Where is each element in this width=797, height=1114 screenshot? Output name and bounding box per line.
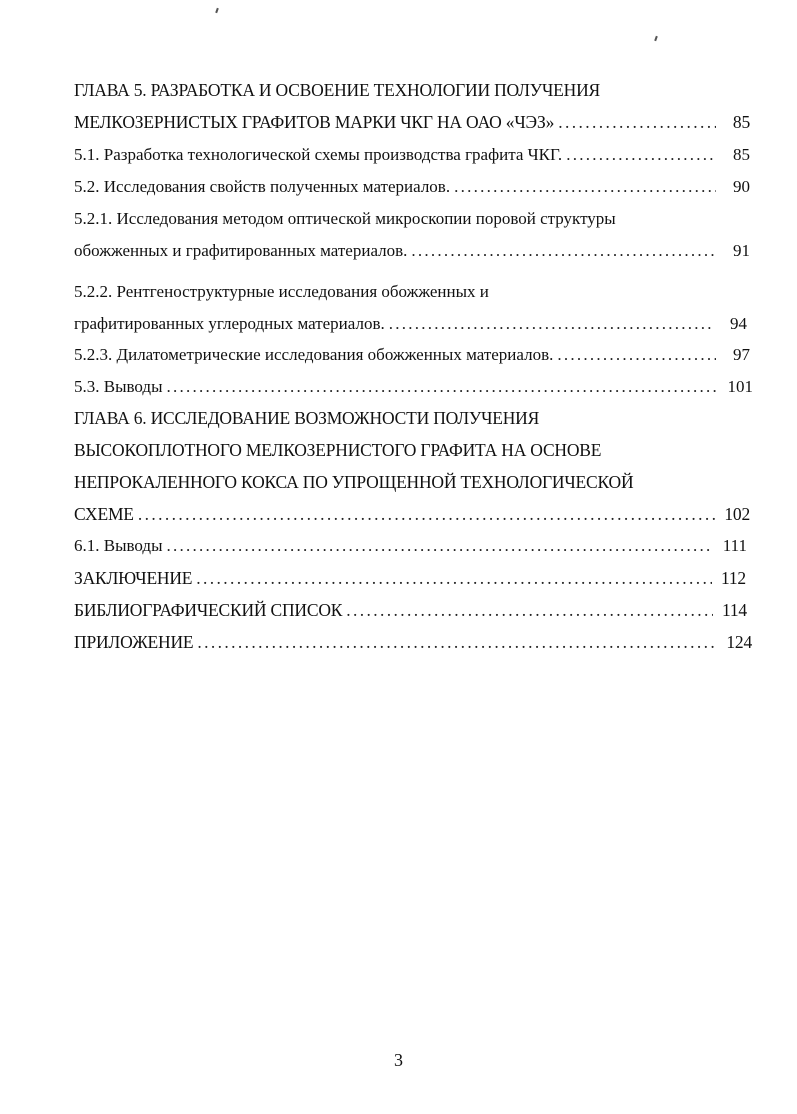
toc-chapter6-title-line1: ГЛАВА 6. ИССЛЕДОВАНИЕ ВОЗМОЖНОСТИ ПОЛУЧЕНИЯ: [74, 408, 540, 428]
dot-leader: [138, 502, 716, 526]
toc-page-number: 114: [721, 600, 747, 620]
toc-entry-title: 5.2.3. Дилатометрические исследования обожженных материалов.: [74, 345, 554, 364]
page-number: 3: [394, 1050, 403, 1070]
toc-entry-5-3[interactable]: [74, 375, 753, 399]
toc-page-number: 97: [733, 345, 750, 364]
toc-chapter6-title-line2: ВЫСОКОПЛОТНОГО МЕЛКОЗЕРНИСТОГО ГРАФИТА НА ОСНОВЕ: [74, 440, 602, 460]
toc-page-number: 91: [733, 241, 750, 260]
toc-entry-5-2-2-line1: 5.2.2. Рентгеноструктурные исследования обожженных и: [74, 282, 489, 301]
toc-entry-conclusion[interactable]: [74, 566, 746, 590]
dot-leader: [346, 598, 713, 622]
toc-page-number: 85: [733, 145, 750, 164]
toc-entry-6-1[interactable]: [74, 534, 747, 558]
toc-page-number: 90: [733, 177, 750, 196]
toc-chapter5-title-line2: МЕЛКОЗЕРНИСТЫХ ГРАФИТОВ МАРКИ ЧКГ НА ОАО «ЧЭЗ»: [74, 112, 555, 132]
dot-leader: [411, 239, 716, 263]
toc-entry-5-2-1-line1: 5.2.1. Исследования методом оптической микроскопии поровой структуры: [74, 209, 616, 228]
toc-entry-title: обожженных и графитированных материалов.: [74, 241, 408, 260]
toc-entry-5-2-2[interactable]: [74, 312, 747, 336]
dot-leader: [167, 375, 719, 399]
toc-entry-bibliography[interactable]: [74, 598, 747, 622]
scan-speck: [654, 36, 658, 41]
toc-page-number: 102: [724, 504, 750, 524]
toc-entry-5-2-3[interactable]: [74, 343, 750, 367]
dot-leader: [566, 143, 716, 167]
toc-chapter5-title-line1: ГЛАВА 5. РАЗРАБОТКА И ОСВОЕНИЕ ТЕХНОЛОГИИ ПОЛУЧЕНИЯ: [74, 80, 600, 100]
toc-page-number: 111: [722, 536, 747, 555]
toc-entry-title: 5.3. Выводы: [74, 377, 163, 396]
toc-chapter6-title-line3: НЕПРОКАЛЕННОГО КОКСА ПО УПРОЩЕННОЙ ТЕХНОЛОГИЧЕСКОЙ: [74, 472, 634, 492]
dot-leader: [197, 630, 718, 654]
dot-leader: [454, 175, 716, 199]
toc-page-number: 112: [720, 568, 746, 588]
dot-leader: [167, 534, 713, 558]
dot-leader: [389, 312, 713, 336]
toc-entry-chapter6[interactable]: [74, 502, 750, 526]
dot-leader: [557, 343, 716, 367]
toc-page-number: 85: [732, 112, 750, 132]
toc-entry-5-2-1[interactable]: [74, 239, 750, 263]
toc-page-number: 101: [727, 377, 753, 396]
toc-entry-title: ЗАКЛЮЧЕНИЕ: [74, 568, 193, 588]
toc-entry-title: 5.2. Исследования свойств полученных материалов.: [74, 177, 451, 196]
dot-leader: [558, 110, 716, 134]
toc-page-number: 94: [730, 314, 747, 333]
dot-leader: [196, 566, 712, 590]
toc-page-number: 124: [726, 632, 752, 652]
toc-entry-title: БИБЛИОГРАФИЧЕСКИЙ СПИСОК: [74, 600, 343, 620]
toc-entry-title: графитированных углеродных материалов.: [74, 314, 385, 333]
toc-entry-title: ПРИЛОЖЕНИЕ: [74, 632, 194, 652]
toc-chapter6-title-line4: СХЕМЕ: [74, 504, 134, 524]
toc-entry-chapter5[interactable]: [74, 110, 750, 134]
toc-entry-title: 6.1. Выводы: [74, 536, 163, 555]
toc-entry-title: 5.1. Разработка технологической схемы производства графита ЧКГ.: [74, 145, 563, 164]
toc-entry-5-1[interactable]: [74, 143, 750, 167]
toc-entry-5-2[interactable]: [74, 175, 750, 199]
toc-entry-appendix[interactable]: [74, 630, 752, 654]
scan-speck: [215, 8, 219, 13]
